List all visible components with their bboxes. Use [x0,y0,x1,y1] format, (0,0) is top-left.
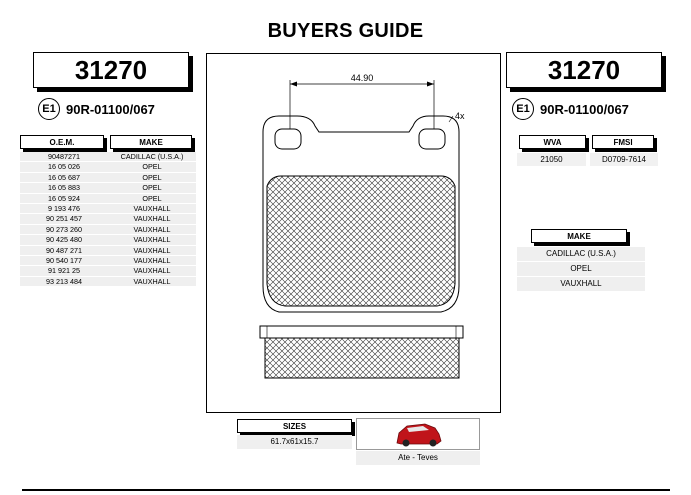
oem-number-cell: 90 251 457 [46,214,82,224]
make-header: MAKE [110,135,192,149]
oem-number-cell: 90487271 [48,152,80,161]
table-row [20,183,196,193]
wva-header: WVA [519,135,586,149]
approval-code-left: 90R-01100/067 [66,101,155,117]
vehicle-image [356,418,480,450]
table-row [20,173,196,183]
fmsi-value: D0709-7614 [590,153,658,166]
part-number-right: 31270 [506,52,662,88]
make-cell: CADILLAC (U.S.A.) [120,152,184,161]
list-item: OPEL [517,262,645,276]
make-cell: VAUXHALL [133,266,171,276]
make-cell: VAUXHALL [133,203,171,213]
list-item: VAUXHALL [517,277,645,291]
brake-pad-drawing [206,53,501,413]
approval-left [38,98,155,120]
oem-number-cell: 9 193 476 [48,203,80,213]
table-row [20,246,196,256]
dimension-label: 44.90 [350,73,374,83]
sizes-value: 61.7x61x15.7 [237,435,352,449]
oem-number-cell: 16 05 924 [48,193,80,203]
table-row [20,256,196,266]
brand-label: Ate - Teves [356,451,480,465]
car-icon [357,419,479,449]
table-row [20,194,196,204]
quantity-label: 4x [455,111,465,121]
make-cell: OPEL [142,193,162,203]
wva-value: 21050 [517,153,586,166]
oem-number-cell: 93 213 484 [46,276,82,286]
make-cell: VAUXHALL [133,255,171,265]
table-row [20,204,196,214]
make-cell: VAUXHALL [133,214,171,224]
list-item: CADILLAC (U.S.A.) [517,247,645,261]
make-list [517,247,645,292]
oem-table [20,152,196,287]
approval-code-right: 90R-01100/067 [540,101,629,117]
make-list-header: MAKE [531,229,627,243]
table-row [20,152,196,162]
e1-mark-icon: E1 [512,98,534,120]
table-row [20,225,196,235]
make-cell: VAUXHALL [133,245,171,255]
oem-number-cell: 91 921 25 [48,266,80,276]
oem-number-cell: 16 05 687 [48,172,80,182]
oem-number-cell: 90 540 177 [46,255,82,265]
table-row [20,162,196,172]
oem-header: O.E.M. [20,135,104,149]
e1-mark-icon: E1 [38,98,60,120]
make-cell: OPEL [142,162,162,172]
sizes-header: SIZES [237,419,352,433]
oem-number-cell: 16 05 883 [48,183,80,193]
oem-number-cell: 90 273 260 [46,224,82,234]
table-row [20,277,196,287]
make-cell: VAUXHALL [133,235,171,245]
table-row [20,214,196,224]
oem-number-cell: 90 487 271 [46,245,82,255]
brake-pad-svg [207,54,499,411]
make-cell: OPEL [142,172,162,182]
oem-number-cell: 90 425 480 [46,235,82,245]
page-title: BUYERS GUIDE [267,20,424,42]
table-row [20,266,196,276]
approval-right [512,98,629,120]
part-number-left: 31270 [33,52,189,88]
table-row [20,235,196,245]
make-cell: VAUXHALL [133,276,171,286]
make-cell: OPEL [142,183,162,193]
oem-number-cell: 16 05 026 [48,162,80,172]
fmsi-header: FMSI [592,135,654,149]
bottom-divider [22,489,670,491]
make-cell: VAUXHALL [133,224,171,234]
